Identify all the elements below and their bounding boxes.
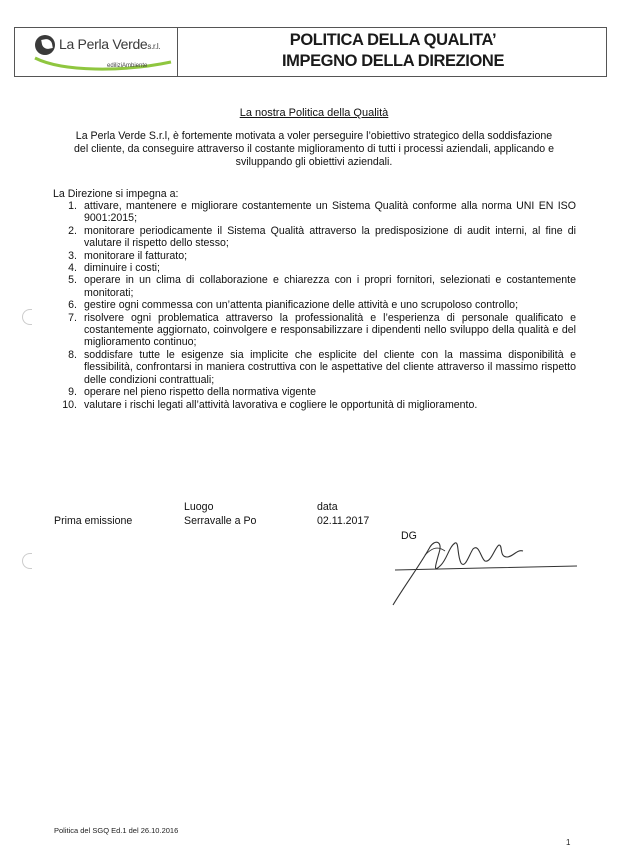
list-item: [53, 349, 576, 386]
item-text: risolvere ogni problematica attraverso la professionalità e l’esperienza di personale qualificato e costantemente aggiornato, coinvolgere e responsabilizzare i dipendenti nello sviluppo della qualità e del miglioramento continuo;: [84, 311, 576, 349]
logo-tagline: ediliziAmbiente: [107, 63, 148, 69]
item-number: 1.: [68, 200, 77, 212]
intro-paragraph: La Perla Verde S.r.l, è fortemente motivata a voler perseguire l’obiettivo strategico della soddisfazione del cliente, da conseguire attraverso il costante miglioramento di tutti i processi aziendali, applicando e sviluppando gli obiettivi aziendali.: [74, 130, 554, 168]
list-item: [53, 200, 576, 225]
item-number: 6.: [68, 299, 77, 312]
list-item: [53, 274, 576, 299]
company-logo: [15, 28, 178, 76]
item-number: 3.: [68, 249, 77, 262]
binder-hole-mark: [22, 309, 32, 325]
item-number: 10.: [62, 398, 77, 411]
commitments-list: [53, 200, 576, 411]
item-number: 8.: [68, 348, 77, 361]
item-number: 9.: [68, 386, 77, 399]
title-line-2: IMPEGNO DELLA DIREZIONE: [281, 52, 505, 70]
list-item: [53, 399, 576, 411]
item-number: 5.: [68, 274, 77, 287]
section-title: La nostra Politica della Qualità: [239, 107, 389, 119]
document-header: [14, 27, 607, 77]
item-text: valutare i rischi legati all’attività lavorativa e cogliere le opportunità di miglioramento.: [84, 398, 478, 411]
place-value: Serravalle a Po: [184, 515, 257, 527]
date-value: 02.11.2017: [317, 515, 370, 527]
list-item: [53, 299, 576, 311]
leaf-logo-icon: [35, 35, 55, 55]
item-text: gestire ogni commessa con un’attenta pianificazione delle attività e uno scrupoloso controllo;: [84, 299, 519, 312]
binder-hole-mark: [22, 553, 32, 569]
item-text: soddisfare tutte le esigenze sia implicite che esplicite del cliente con la massima disponibilità e flessibilità, confrontarsi in maniera costruttiva con le aspettative del cliente attraverso il massimo rispetto delle condizioni contrattuali;: [84, 348, 576, 386]
document-title: [178, 30, 608, 72]
item-text: diminuire i costi;: [84, 262, 160, 275]
item-number: 2.: [68, 224, 77, 237]
logo-name: La Perla Verde: [59, 36, 148, 52]
page-number: 1: [566, 838, 571, 847]
item-text: operare nel pieno rispetto della normativa vigente: [84, 386, 317, 399]
item-text: operare in un clima di collaborazione e chiarezza con i propri fornitori, selezionati e costantemente monitorati;: [84, 274, 576, 299]
title-line-1: POLITICA DELLA QUALITA’: [289, 31, 497, 49]
item-number: 7.: [68, 311, 77, 324]
document-reference: Politica del SGQ Ed.1 del 26.10.2016: [54, 826, 179, 835]
list-item: [53, 262, 576, 274]
logo-suffix: s.r.l.: [147, 42, 161, 51]
signer-label: DG: [401, 530, 417, 542]
direction-intro: La Direzione si impegna a:: [53, 188, 179, 200]
item-text: attivare, mantenere e migliorare costantemente un Sistema Qualità conforme alla norma UNI EN ISO 9001:2015;: [84, 200, 576, 225]
list-item: [53, 250, 576, 262]
item-text: monitorare il fatturato;: [84, 249, 188, 262]
handwritten-signature: [385, 525, 585, 610]
list-item: [53, 386, 576, 398]
emission-label: Prima emissione: [54, 515, 133, 527]
logo-swoosh-icon: [33, 56, 173, 74]
date-label: data: [317, 501, 338, 513]
place-label: Luogo: [184, 501, 214, 513]
item-number: 4.: [68, 262, 77, 275]
list-item: [53, 312, 576, 349]
list-item: [53, 225, 576, 250]
item-text: monitorare periodicamente il Sistema Qualità attraverso la predisposizione di audit interni, al fine di valutare il rispetto dello stesso;: [84, 224, 576, 250]
